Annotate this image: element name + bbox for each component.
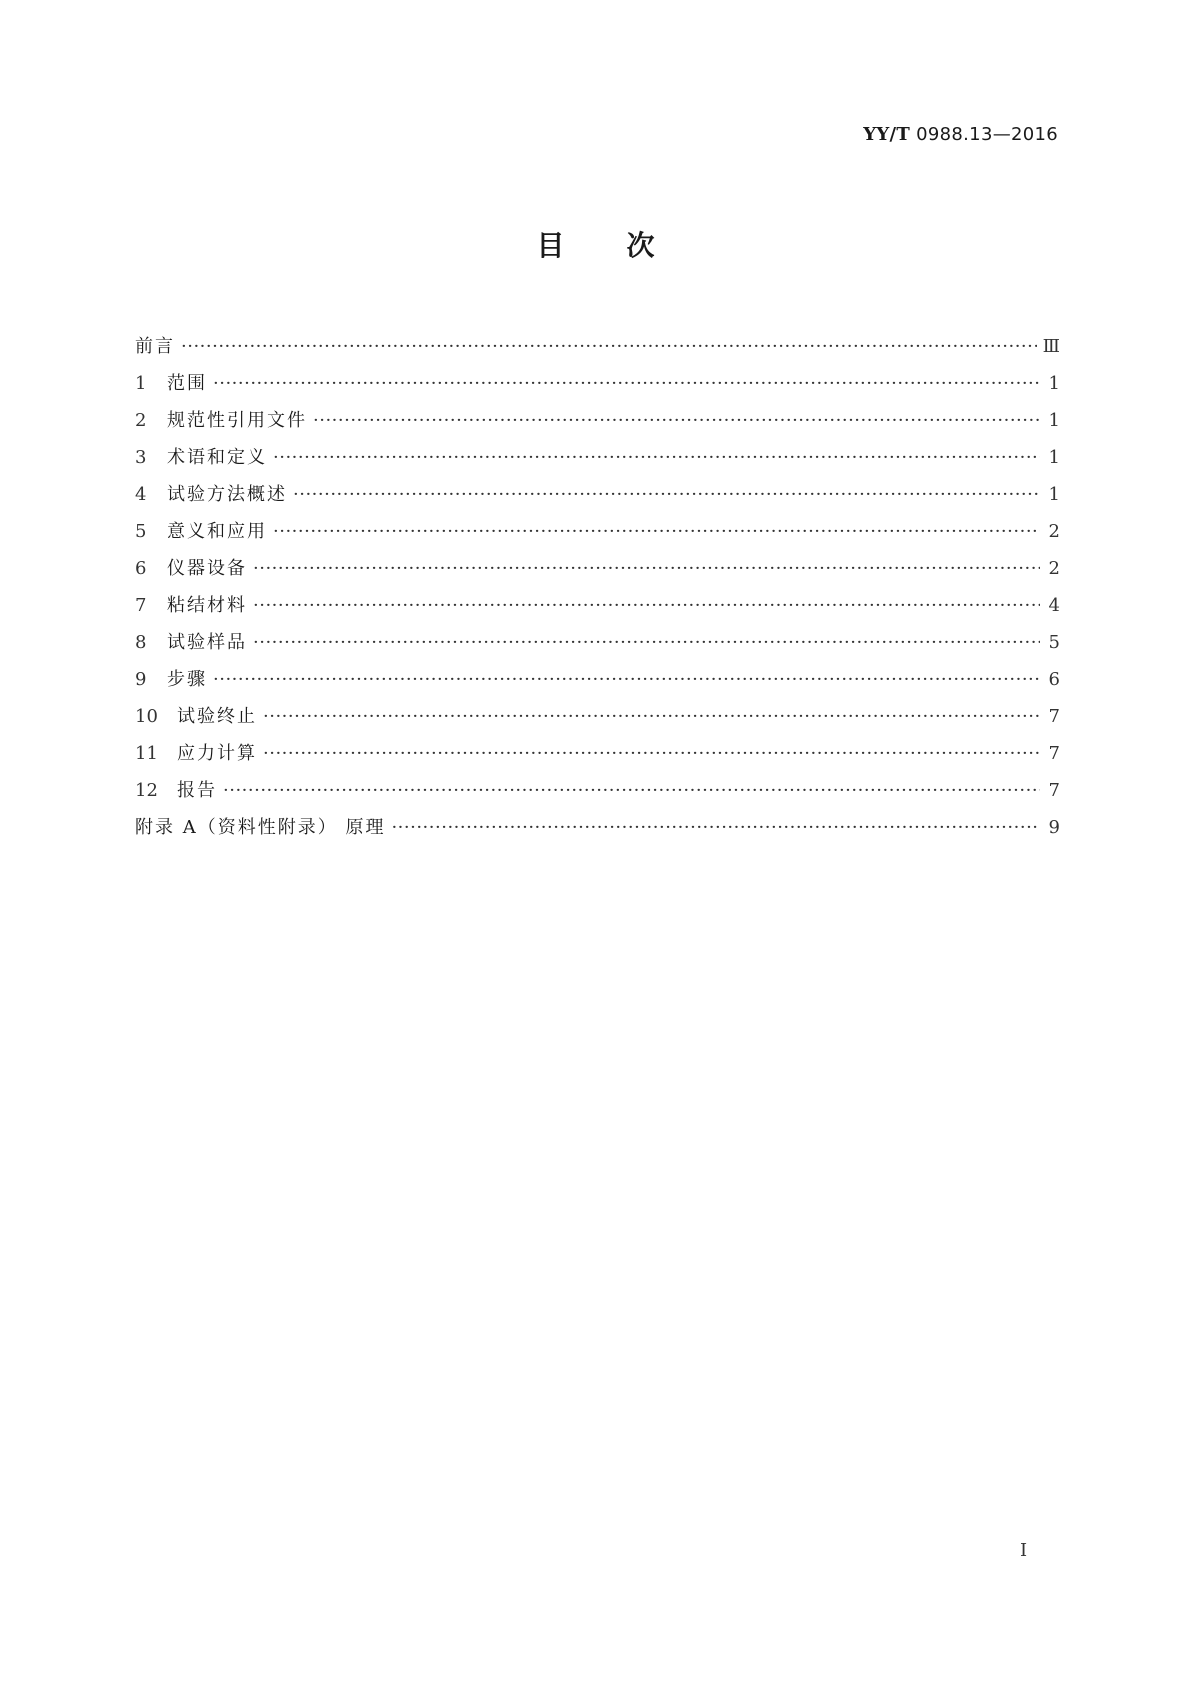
dot-leader: [273, 439, 1040, 476]
toc-entry-page: 2: [1048, 521, 1060, 542]
toc-entry-number: 3: [135, 447, 147, 468]
toc-entry-page: 7: [1048, 706, 1060, 727]
toc-entry-number: 2: [135, 410, 147, 431]
toc-entry-page: 6: [1048, 669, 1060, 690]
dot-leader: [213, 661, 1040, 698]
toc-entry-page: 7: [1048, 780, 1060, 801]
standard-code-header: [863, 124, 1058, 145]
toc-entry-number: 9: [135, 669, 147, 690]
toc-entry-2[interactable]: [135, 402, 1060, 439]
toc-entry-number: 10: [135, 706, 158, 727]
dot-leader: [263, 735, 1040, 772]
dot-leader: [263, 698, 1040, 735]
toc-entry-label: 试验方法概述: [167, 484, 287, 505]
toc-entry-1[interactable]: [135, 365, 1060, 402]
toc-entry-page: 2: [1048, 558, 1060, 579]
toc-entry-10[interactable]: [135, 698, 1060, 735]
toc-entry-label: 规范性引用文件: [167, 410, 307, 431]
toc-entry-number: 8: [135, 632, 147, 653]
toc-entry-12[interactable]: [135, 772, 1060, 809]
toc-entry-page: 1: [1048, 373, 1060, 394]
dot-leader: [293, 476, 1040, 513]
toc-entry-page: 1: [1048, 447, 1060, 468]
toc-entry-label: 应力计算: [177, 743, 257, 764]
toc-entry-6[interactable]: [135, 550, 1060, 587]
toc-entry-5[interactable]: [135, 513, 1060, 550]
standard-prefix: YY/T: [863, 124, 911, 145]
toc-entry-label: 步骤: [167, 669, 207, 690]
toc-entry-label: 试验终止: [177, 706, 257, 727]
toc-entry-label: 试验样品: [167, 632, 247, 653]
toc-entry-page: Ⅲ: [1042, 336, 1060, 357]
toc-entry-number: 11: [135, 743, 158, 764]
toc-entry-page: 9: [1048, 817, 1060, 838]
dot-leader: [253, 624, 1040, 661]
toc-entry-3[interactable]: [135, 439, 1060, 476]
page-number: Ⅰ: [1020, 1540, 1028, 1561]
toc-entry-number: 4: [135, 484, 147, 505]
dot-leader: [253, 587, 1040, 624]
toc-entry-4[interactable]: [135, 476, 1060, 513]
toc-entry-label: 附录 A（资料性附录） 原理: [135, 817, 386, 838]
table-of-contents: [135, 328, 1060, 846]
toc-entry-9[interactable]: [135, 661, 1060, 698]
toc-entry-page: 1: [1048, 484, 1060, 505]
dot-leader: [223, 772, 1040, 809]
toc-entry-number: 12: [135, 780, 158, 801]
toc-entry-label: 前言: [135, 336, 175, 357]
dot-leader: [181, 328, 1037, 365]
dot-leader: [391, 809, 1040, 846]
toc-entry-number: 7: [135, 595, 147, 616]
toc-entry-label: 意义和应用: [167, 521, 267, 542]
toc-entry-foreword[interactable]: [135, 328, 1060, 365]
toc-entry-label: 术语和定义: [167, 447, 267, 468]
toc-entry-number: 6: [135, 558, 147, 579]
toc-entry-label: 仪器设备: [167, 558, 247, 579]
dot-leader: [313, 402, 1040, 439]
toc-entry-number: 1: [135, 373, 147, 394]
toc-entry-page: 7: [1048, 743, 1060, 764]
toc-entry-8[interactable]: [135, 624, 1060, 661]
toc-entry-label: 粘结材料: [167, 595, 247, 616]
dot-leader: [213, 365, 1040, 402]
toc-entry-appendix-a[interactable]: [135, 809, 1060, 846]
toc-entry-number: 5: [135, 521, 147, 542]
dot-leader: [273, 513, 1040, 550]
toc-entry-page: 5: [1048, 632, 1060, 653]
toc-entry-page: 1: [1048, 410, 1060, 431]
toc-entry-11[interactable]: [135, 735, 1060, 772]
page-title: 目次: [536, 229, 717, 262]
toc-entry-7[interactable]: [135, 587, 1060, 624]
dot-leader: [253, 550, 1040, 587]
toc-entry-page: 4: [1048, 595, 1060, 616]
toc-entry-label: 范围: [167, 373, 207, 394]
toc-entry-label: 报告: [177, 780, 217, 801]
standard-number: 0988.13—2016: [916, 124, 1058, 145]
